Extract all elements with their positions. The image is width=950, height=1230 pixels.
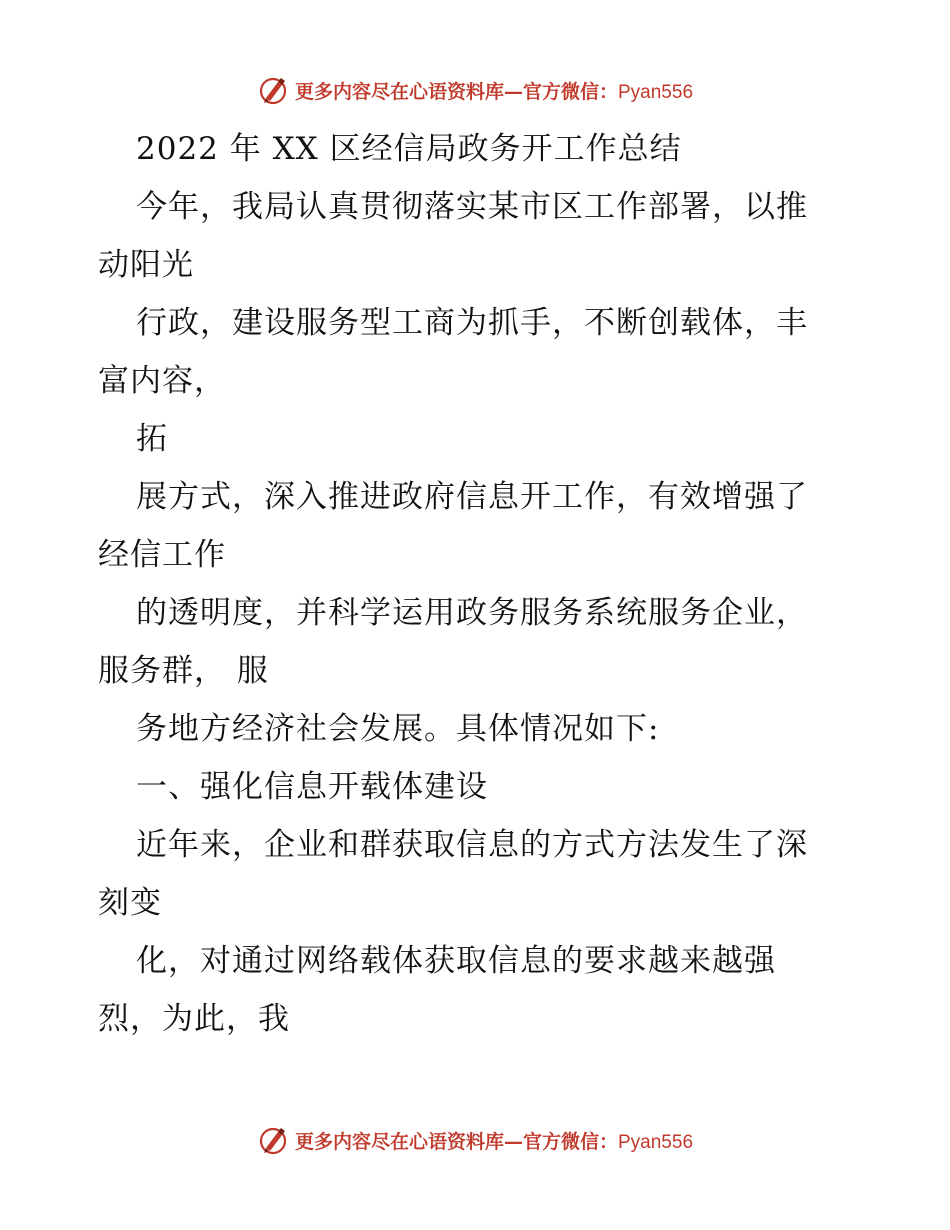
watermark [257, 74, 693, 106]
paragraph-line: 经信工作 [98, 537, 226, 573]
paragraph-line: 动阳光 [98, 247, 194, 283]
paragraph-line: 拓 [136, 421, 168, 457]
watermark-text: 更多内容尽在心语资料库—官方微信：Pyan556 [294, 80, 694, 103]
watermark [257, 1124, 693, 1156]
paragraph-line: 化，对通过网络载体获取信息的要求越来越强 [136, 943, 776, 979]
paragraph-line: 展方式，深入推进政府信息开工作，有效增强了 [136, 479, 808, 515]
section-heading: 一、强化信息开载体建设 [136, 769, 488, 805]
paragraph-line: 务地方经济社会发展。具体情况如下: [136, 711, 660, 747]
pen-seal-icon [257, 74, 289, 106]
page-footer-watermark [0, 1120, 950, 1160]
page-header-watermark [0, 70, 950, 110]
document-title: 2022 年 XX 区经信局政务开工作总结 [136, 131, 682, 167]
watermark-text: 更多内容尽在心语资料库—官方微信：Pyan556 [294, 1130, 694, 1153]
document-body [98, 120, 858, 1048]
paragraph-line: 的透明度，并科学运用政务服务系统服务企业， [136, 595, 808, 631]
paragraph-line: 刻变 [98, 885, 162, 921]
paragraph-line: 近年来，企业和群获取信息的方式方法发生了深 [136, 827, 808, 863]
paragraph-line: 服务群， 服 [98, 653, 269, 689]
pen-seal-icon [257, 1124, 289, 1156]
paragraph-line: 行政，建设服务型工商为抓手，不断创载体，丰 [136, 305, 808, 341]
paragraph-line: 烈，为此，我 [98, 1001, 290, 1037]
paragraph-line: 今年，我局认真贯彻落实某市区工作部署，以推 [136, 189, 808, 225]
paragraph-line: 富内容， [98, 363, 226, 399]
